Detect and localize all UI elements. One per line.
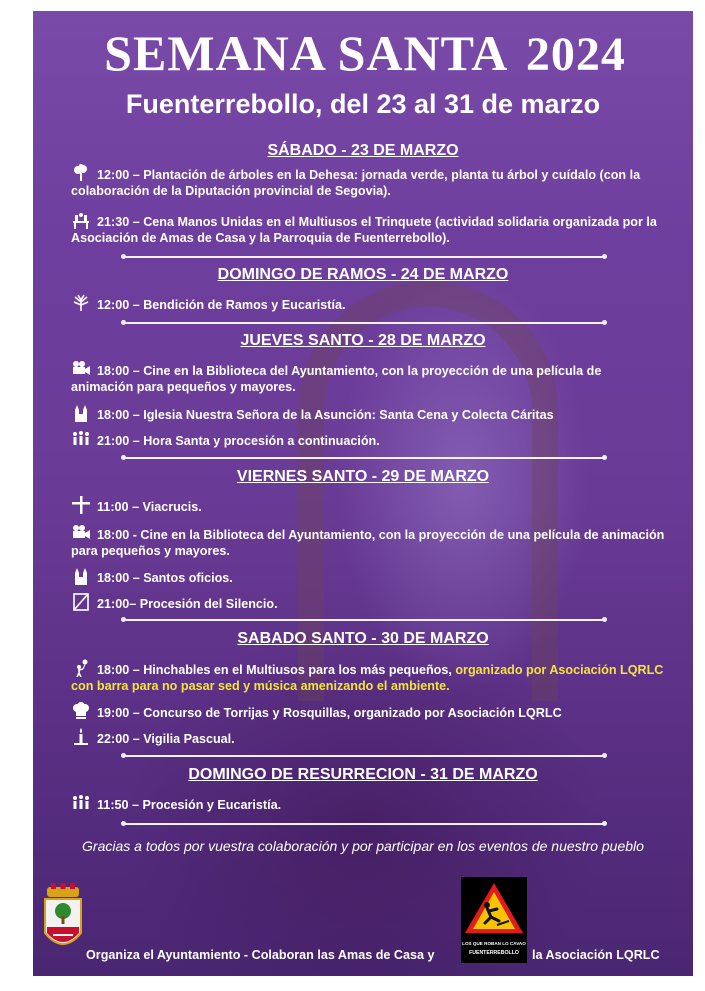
- day-heading-jueves: JUEVES SANTO - 28 DE MARZO: [240, 332, 486, 349]
- event-item: 21:00– Procesión del Silencio.: [71, 593, 666, 612]
- event-item: 22:00 – Vigilia Pascual.: [71, 728, 666, 747]
- poster-subtitle: Fuenterrebollo, del 23 al 31 de marzo: [125, 89, 601, 119]
- film-camera-icon: [71, 524, 93, 540]
- film-camera-icon: [71, 360, 93, 376]
- divider: [123, 457, 605, 459]
- event-item: 12:00 – Plantación de árboles en la Dehesa: jornada verde, planta tu árbol y cuídalo (con la colaboración de la Diputación provincial de Segovia).: [71, 164, 666, 199]
- highlighted-text: organizado por Asociación LQRLC con barra para no pasar sed y música amenizando el ambiente.: [71, 663, 664, 693]
- thanks-message: Gracias a todos por vuestra colaboración y por participar en los eventos de nuestro pueblo: [82, 838, 644, 854]
- event-item: 18:00 – Iglesia Nuestra Señora de la Asunción: Santa Cena y Colecta Cáritas: [71, 404, 666, 423]
- day-heading-domingo-ramos: DOMINGO DE RAMOS - 24 DE MARZO: [217, 266, 509, 283]
- logo-text-line2: FUENTERREBOLLO: [469, 950, 519, 956]
- divider: [123, 619, 605, 621]
- poster-title: SEMANA SANTA 2024: [104, 25, 626, 81]
- divider: [123, 755, 605, 757]
- town-coat-of-arms-logo: [41, 883, 85, 957]
- day-heading-viernes: VIERNES SANTO - 29 DE MARZO: [236, 468, 490, 485]
- palm-branch-icon: [71, 294, 93, 310]
- church-icon: [71, 404, 93, 420]
- event-poster: [33, 11, 693, 976]
- event-item: 18:00 – Cine en la Biblioteca del Ayuntamiento, con la proyección de una película de animación para pequeños y mayores.: [71, 360, 666, 395]
- people-group-icon: [71, 794, 93, 810]
- day-heading-sabado: SÁBADO - 23 DE MARZO: [267, 142, 459, 159]
- event-item: 19:00 – Concurso de Torrijas y Rosquillas, organizado por Asociación LQRLC: [71, 702, 666, 721]
- divider: [123, 823, 605, 825]
- event-item: 11:50 – Procesión y Eucaristía.: [71, 794, 666, 813]
- divider: [123, 256, 605, 258]
- footer-partner-text: la Asociación LQRLC: [532, 948, 660, 962]
- lqrlc-association-logo: [461, 877, 527, 963]
- event-item: 18:00 – Hinchables en el Multiusos para los más pequeños, organizado por Asociación LQRLC con barra para no pasar sed y música amenizando el ambiente.: [71, 659, 666, 694]
- event-item: 21:00 – Hora Santa y procesión a continuación.: [71, 430, 666, 449]
- event-item: 18:00 – Santos oficios.: [71, 567, 666, 586]
- event-item: 21:30 – Cena Manos Unidas en el Multiusos el Trinquete (actividad solidaria organizada por la Asociación de Amas de Casa y la Parroquia de Fuenterrebollo).: [71, 211, 666, 246]
- event-item: 12:00 – Bendición de Ramos y Eucaristía.: [71, 294, 666, 313]
- dining-table-icon: [71, 211, 93, 227]
- footer-organizer-text: Organiza el Ayuntamiento - Colaboran las Amas de Casa y: [86, 948, 435, 962]
- child-balloon-icon: [71, 659, 93, 675]
- chef-hat-icon: [71, 702, 93, 718]
- church-icon: [71, 567, 93, 583]
- candle-icon: [71, 728, 93, 744]
- divider: [123, 322, 605, 324]
- day-heading-domingo-resurreccion: DOMINGO DE RESURRECION - 31 DE MARZO: [188, 766, 538, 783]
- event-item: 18:00 - Cine en la Biblioteca del Ayuntamiento, con la proyección de una película de animación para pequeños y mayores.: [71, 524, 666, 559]
- event-item: 11:00 – Viacrucis.: [71, 496, 666, 515]
- muted-icon: [71, 593, 93, 609]
- tree-icon: [71, 164, 93, 180]
- cross-icon: [71, 496, 93, 512]
- day-heading-sabado-santo: SABADO SANTO - 30 DE MARZO: [237, 630, 489, 647]
- people-group-icon: [71, 430, 93, 446]
- logo-text-line1: LOS QUE ROBAN LO CAVAO: [462, 941, 526, 946]
